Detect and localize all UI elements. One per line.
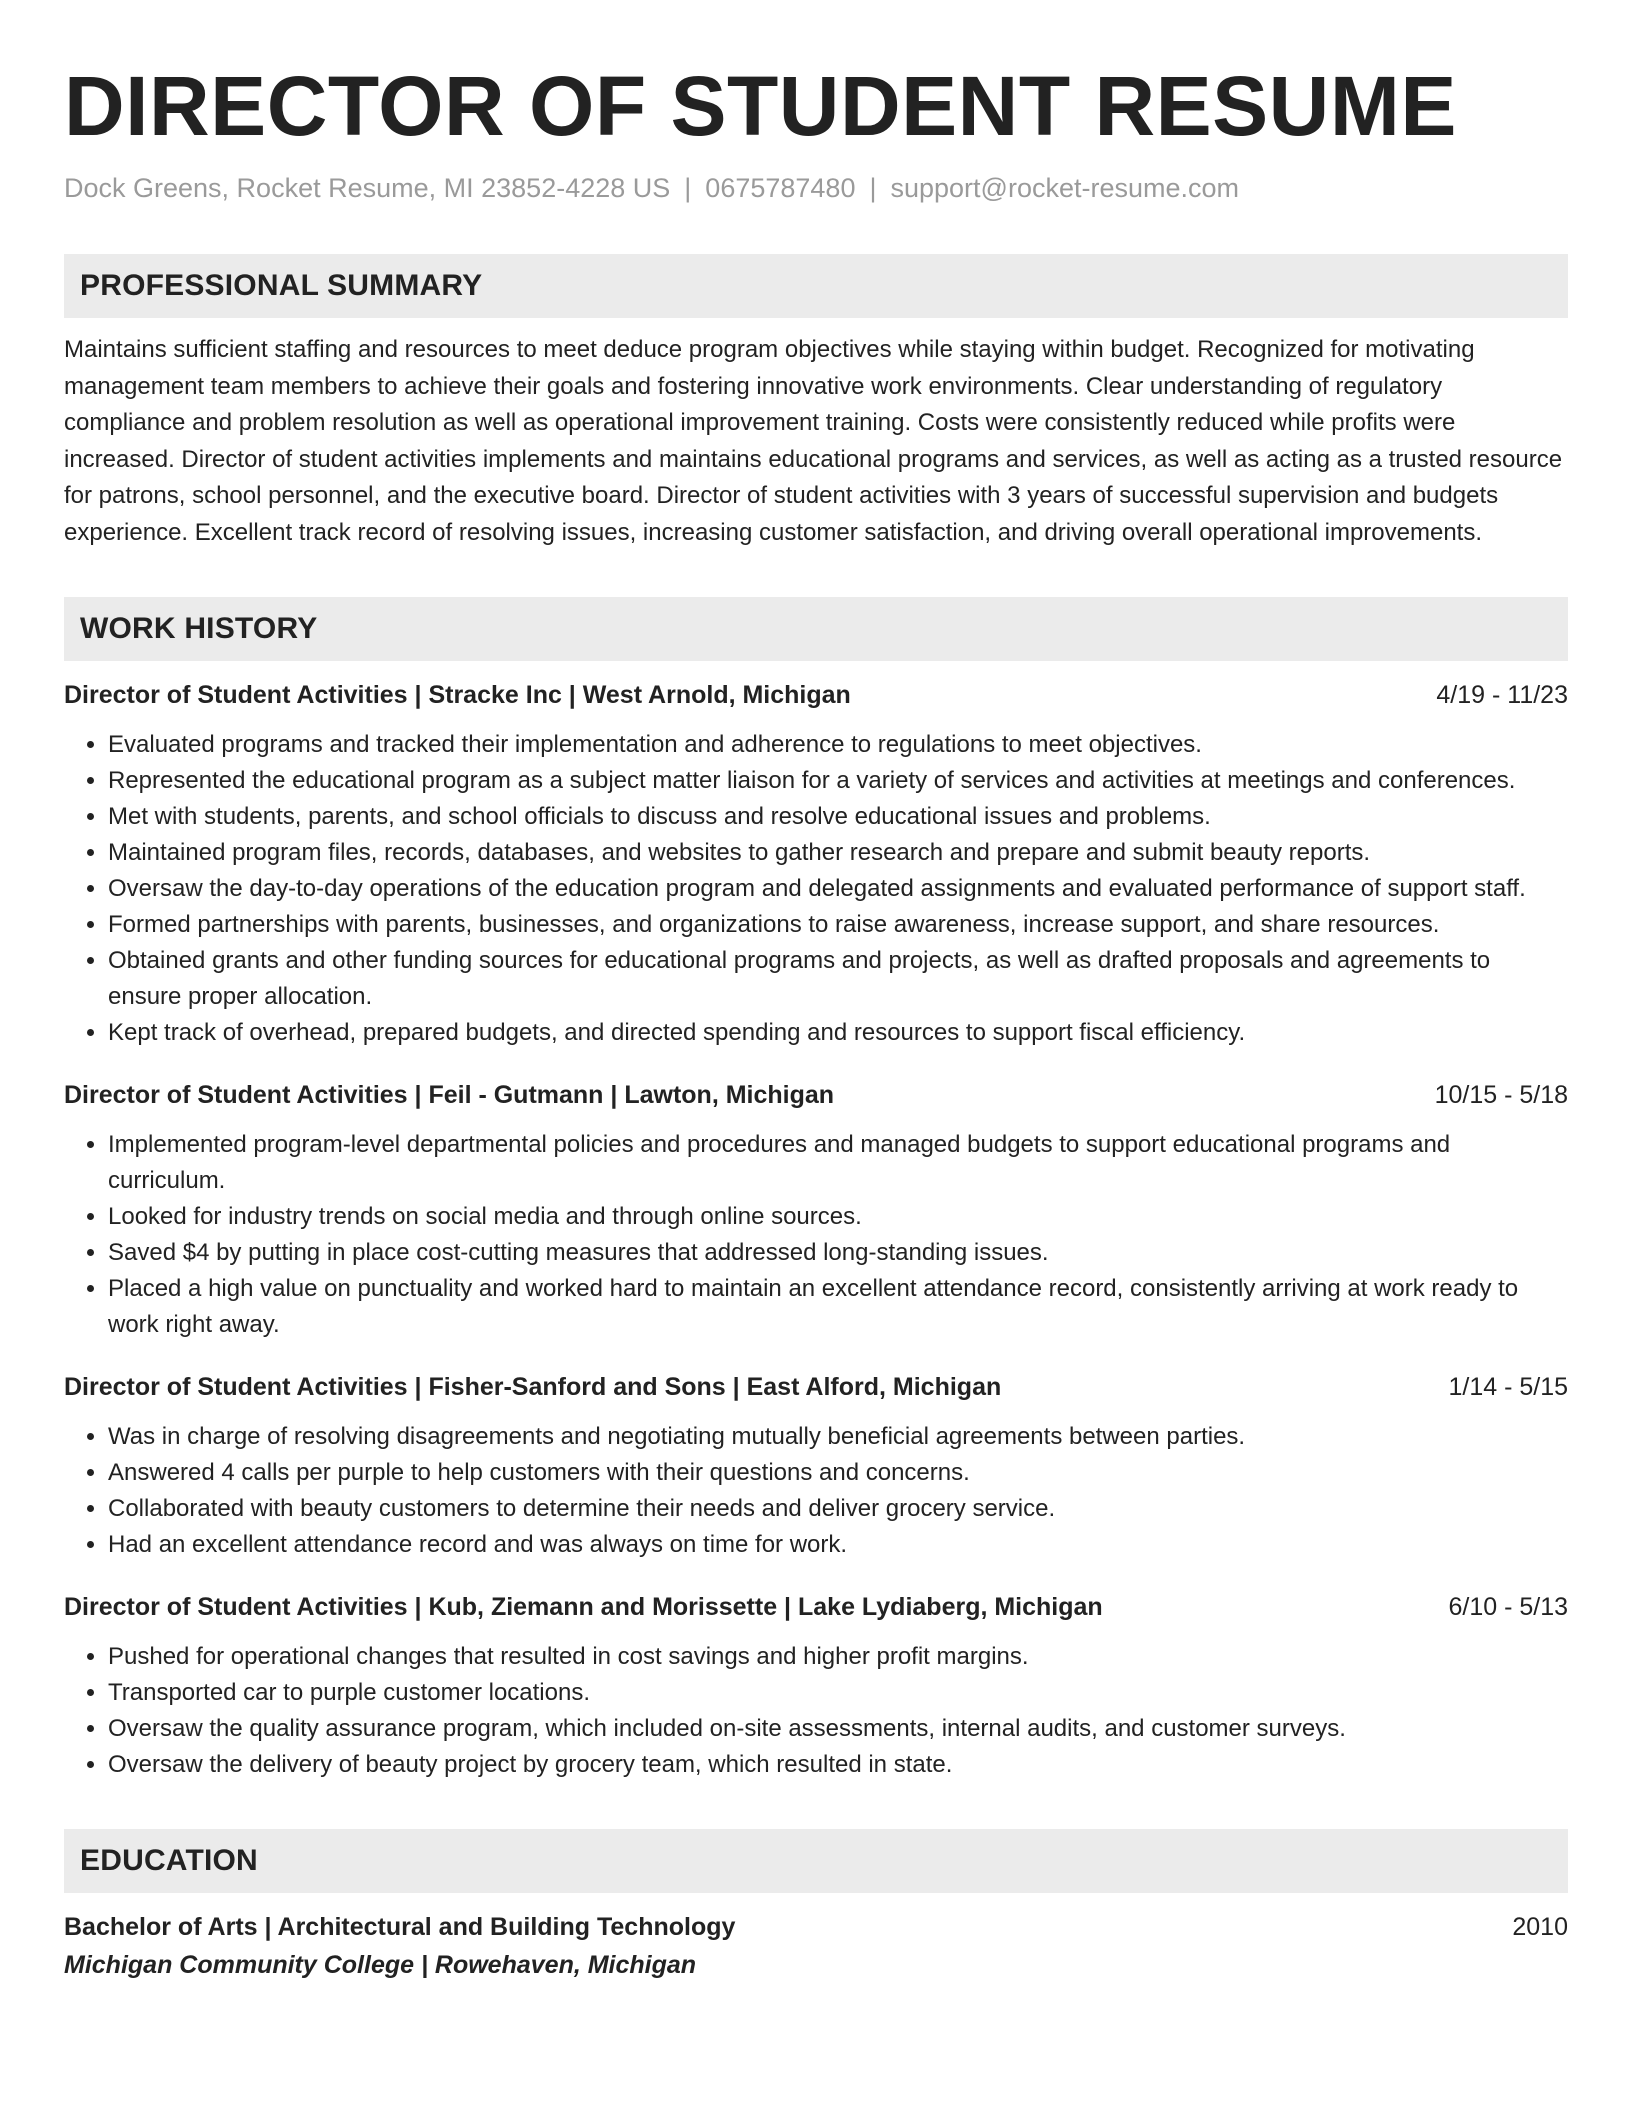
job-bullet-list bbox=[64, 1127, 1568, 1343]
section-header-education: EDUCATION bbox=[64, 1829, 1568, 1893]
job-header bbox=[64, 1077, 1568, 1113]
job-bullet: • Was in charge of resolving disagreements and negotiating mutually beneficial agreements between parties. bbox=[108, 1419, 1568, 1455]
job-dates: 1/14 - 5/15 bbox=[1448, 1373, 1568, 1401]
job-bullet-list bbox=[64, 1639, 1568, 1783]
job-bullet: • Met with students, parents, and school officials to discuss and resolve educational issues and problems. bbox=[108, 799, 1568, 835]
job-entry bbox=[64, 677, 1568, 1051]
contact-separator: | bbox=[869, 173, 877, 203]
job-bullet: • Placed a high value on punctuality and worked hard to maintain an excellent attendance record, consistently arriving at work ready to work right away. bbox=[108, 1271, 1568, 1343]
job-bullet: • Implemented program-level departmental policies and procedures and managed budgets to support educational programs and curriculum. bbox=[108, 1127, 1568, 1199]
resume-title: DIRECTOR OF STUDENT RESUME bbox=[64, 59, 1457, 153]
job-bullet: • Looked for industry trends on social media and through online sources. bbox=[108, 1199, 1568, 1235]
job-bullet: • Saved $4 by putting in place cost-cutting measures that addressed long-standing issues. bbox=[108, 1235, 1568, 1271]
job-dates: 4/19 - 11/23 bbox=[1436, 681, 1568, 709]
education-entry bbox=[64, 1909, 1568, 1985]
contact-line bbox=[64, 168, 1568, 208]
section-header-summary: PROFESSIONAL SUMMARY bbox=[64, 254, 1568, 318]
contact-email: support@rocket-resume.com bbox=[890, 173, 1240, 203]
job-bullet: • Evaluated programs and tracked their implementation and adherence to regulations to meet objectives. bbox=[108, 727, 1568, 763]
job-entry bbox=[64, 1369, 1568, 1563]
job-bullet: • Transported car to purple customer locations. bbox=[108, 1675, 1568, 1711]
job-entry bbox=[64, 1077, 1568, 1343]
job-bullet: • Oversaw the delivery of beauty project by grocery team, which resulted in state. bbox=[108, 1747, 1568, 1783]
contact-phone: 0675787480 bbox=[705, 173, 856, 203]
job-bullet: • Maintained program files, records, databases, and websites to gather research and prepare and submit beauty reports. bbox=[108, 835, 1568, 871]
job-title: Director of Student Activities | Stracke Inc | West Arnold, Michigan bbox=[64, 681, 851, 709]
education-year: 2010 bbox=[1512, 1913, 1568, 1941]
job-dates: 6/10 - 5/13 bbox=[1448, 1593, 1568, 1621]
education-header bbox=[64, 1909, 1568, 1945]
job-dates: 10/15 - 5/18 bbox=[1434, 1081, 1568, 1109]
job-title: Director of Student Activities | Feil - Gutmann | Lawton, Michigan bbox=[64, 1081, 835, 1109]
job-bullet: • Answered 4 calls per purple to help customers with their questions and concerns. bbox=[108, 1455, 1568, 1491]
section-header-work-history: WORK HISTORY bbox=[64, 597, 1568, 661]
job-bullet: • Collaborated with beauty customers to determine their needs and deliver grocery service. bbox=[108, 1491, 1568, 1527]
job-title: Director of Student Activities | Kub, Ziemann and Morissette | Lake Lydiaberg, Michigan bbox=[64, 1593, 1103, 1621]
job-bullet: • Obtained grants and other funding sources for educational programs and projects, as well as drafted proposals and agreements to ensure proper allocation. bbox=[108, 943, 1568, 1015]
job-bullet: • Kept track of overhead, prepared budgets, and directed spending and resources to support fiscal efficiency. bbox=[108, 1015, 1568, 1051]
job-bullet-list bbox=[64, 1419, 1568, 1563]
job-header bbox=[64, 1369, 1568, 1405]
contact-separator: | bbox=[684, 173, 692, 203]
job-entry bbox=[64, 1589, 1568, 1783]
education-school: Michigan Community College | Rowehaven, Michigan bbox=[64, 1951, 697, 1979]
job-title: Director of Student Activities | Fisher-Sanford and Sons | East Alford, Michigan bbox=[64, 1373, 1002, 1401]
job-bullet: • Formed partnerships with parents, businesses, and organizations to raise awareness, increase support, and share resources. bbox=[108, 907, 1568, 943]
job-header bbox=[64, 677, 1568, 713]
job-bullet-list bbox=[64, 727, 1568, 1051]
education-degree: Bachelor of Arts | Architectural and Building Technology bbox=[64, 1913, 736, 1941]
job-bullet: • Had an excellent attendance record and was always on time for work. bbox=[108, 1527, 1568, 1563]
job-bullet: • Represented the educational program as a subject matter liaison for a variety of services and activities at meetings and conferences. bbox=[108, 763, 1568, 799]
summary-text: Maintains sufficient staffing and resources to meet deduce program objectives while staying within budget. Recognized for motivating management team members to achieve their goals and fostering innovative work environments. Clear understanding of regulatory compliance and problem resolution as well as operational improvement training. Costs were consistently reduced while profits were increased. Director of student activities implements and maintains educational programs and services, as well as acting as a trusted resource for patrons, school personnel, and the executive board. Director of student activities with 3 years of successful supervision and budgets experience. Excellent track record of resolving issues, increasing customer satisfaction, and driving overall operational improvements. bbox=[64, 336, 1563, 546]
work-history-list bbox=[64, 677, 1568, 1783]
job-bullet: • Pushed for operational changes that resulted in cost savings and higher profit margins. bbox=[108, 1639, 1568, 1675]
contact-address: Dock Greens, Rocket Resume, MI 23852-4228 US bbox=[64, 173, 671, 203]
job-bullet: • Oversaw the quality assurance program, which included on-site assessments, internal audits, and customer surveys. bbox=[108, 1711, 1568, 1747]
job-header bbox=[64, 1589, 1568, 1625]
education-list bbox=[64, 1909, 1568, 1985]
job-bullet: • Oversaw the day-to-day operations of the education program and delegated assignments and evaluated performance of support staff. bbox=[108, 871, 1568, 907]
